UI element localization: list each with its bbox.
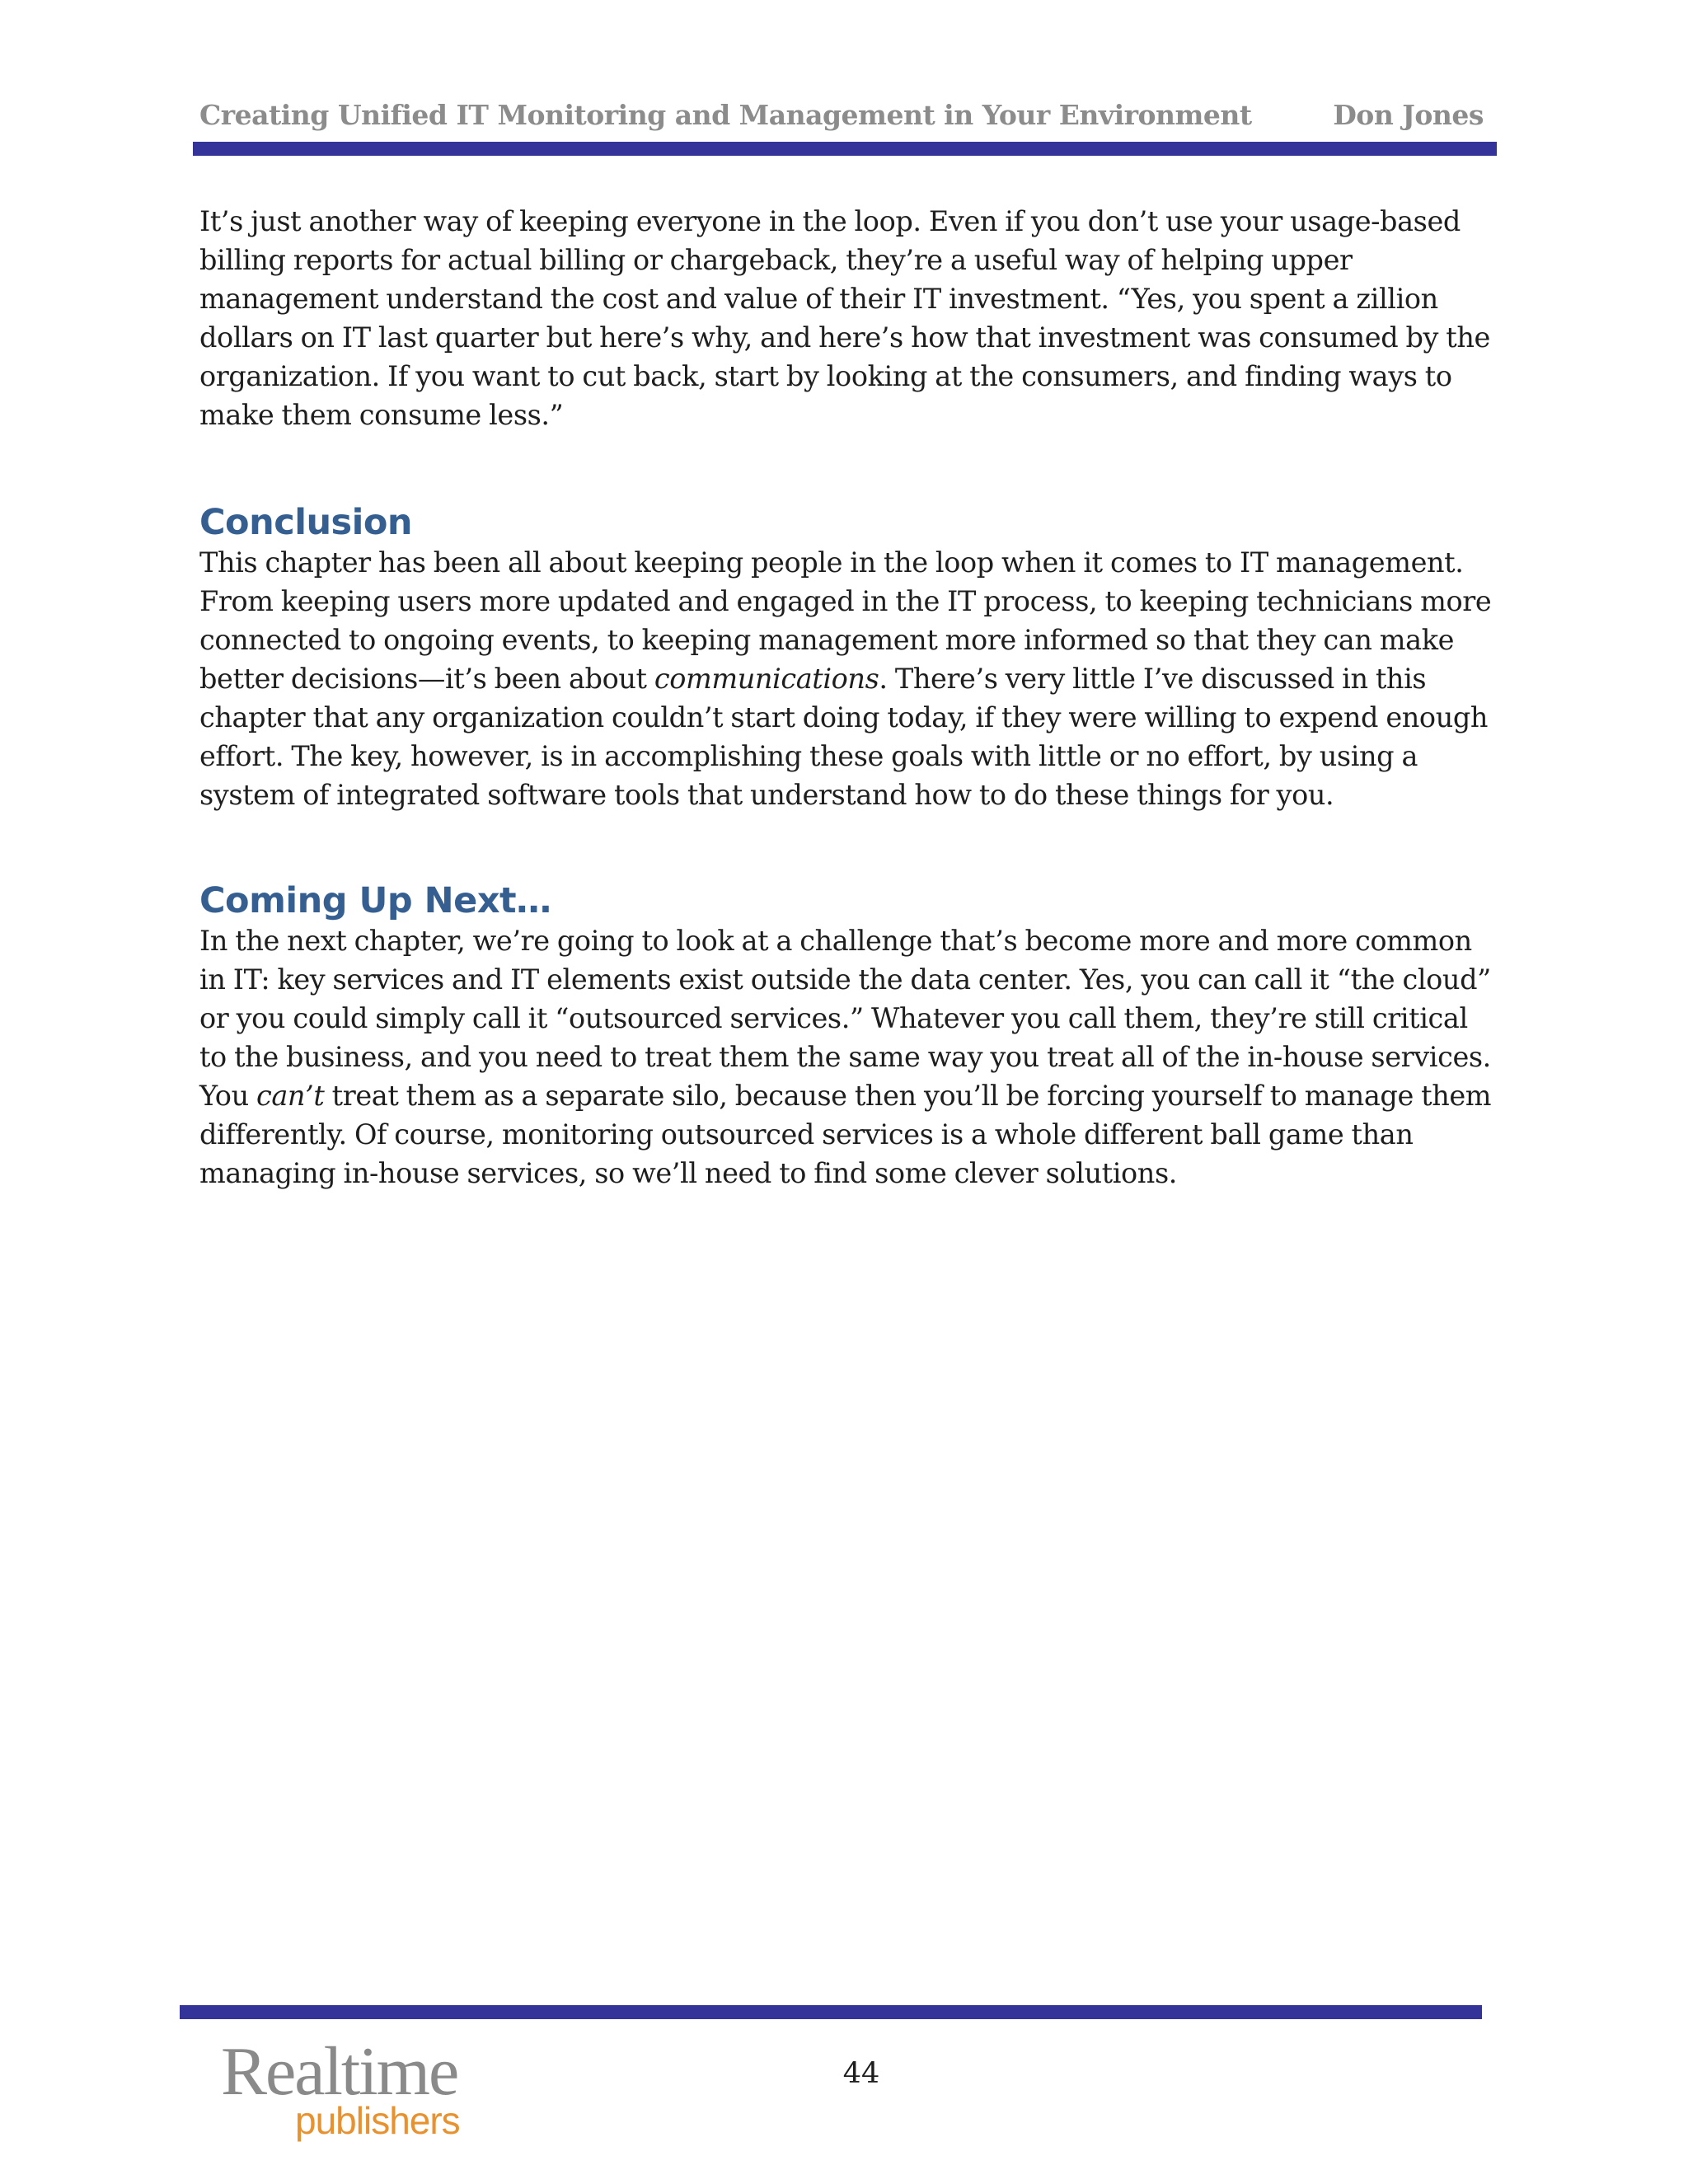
conclusion-heading: Conclusion (199, 502, 413, 543)
coming-up-next-emphasis: can’t (256, 1080, 325, 1112)
document-title: Creating Unified IT Monitoring and Management in Your Environment (199, 99, 1252, 131)
intro-paragraph: It’s just another way of keeping everyone in the loop. Even if you don’t use your usage-based billing reports for actual billing or chargeback, they’re a useful way of helping upper management understand the cost and value of their IT investment. “Yes, you spent a zillion dollars on IT last quarter but here’s why, and here’s how that investment was consumed by the organization. If you want to cut back, start by looking at the consumers, and finding ways to make them consume less.” (199, 205, 1490, 431)
conclusion-emphasis: communications (654, 663, 879, 695)
publisher-logo (221, 2033, 485, 2144)
footer-divider (180, 2005, 1482, 2019)
page-number: 44 (842, 2057, 880, 2090)
coming-up-next-heading: Coming Up Next… (199, 880, 551, 921)
coming-up-next-paragraph (199, 921, 1502, 1193)
conclusion-text-part-2: . There’s very little I’ve discussed in this chapter that any organization couldn’t start doing today, if they were willing to expend enough effort. The key, however, is in accomplishing these goals with little or no effort, by using a system of integrated software tools that understand how to do these things for you. (199, 663, 1489, 811)
coming-up-next-text-part-2: treat them as a separate silo, because then you’ll be forcing yourself to manage them differently. Of course, monitoring outsourced services is a whole different ball game than managing in-house services, so we’ll need to find some clever solutions. (199, 1080, 1492, 1189)
page-content (199, 202, 1502, 1193)
page-header (199, 99, 1484, 138)
coming-up-next-text-part-1: In the next chapter, we’re going to look at a challenge that’s become more and more common in IT: key services and IT elements exist outside the data center. Yes, you can call it “the cloud” or you could simply call it “outsourced services.” Whatever you call them, they’re still critical to the business, and you need to treat them the same way you treat all of the in-house services. You (199, 925, 1491, 1112)
logo-wordmark-publishers: publishers (295, 2099, 460, 2142)
author-name: Don Jones (1333, 99, 1484, 131)
conclusion-paragraph (199, 543, 1502, 814)
conclusion-text-part-1: This chapter has been all about keeping people in the loop when it comes to IT management. From keeping users more updated and engaged in the IT process, to keeping technicians more connected to ongoing events, to keeping management more informed so that they can make better decisions—it’s been about (199, 546, 1492, 695)
logo-wordmark-realtime: Realtime (221, 2033, 458, 2110)
header-divider (193, 142, 1497, 156)
